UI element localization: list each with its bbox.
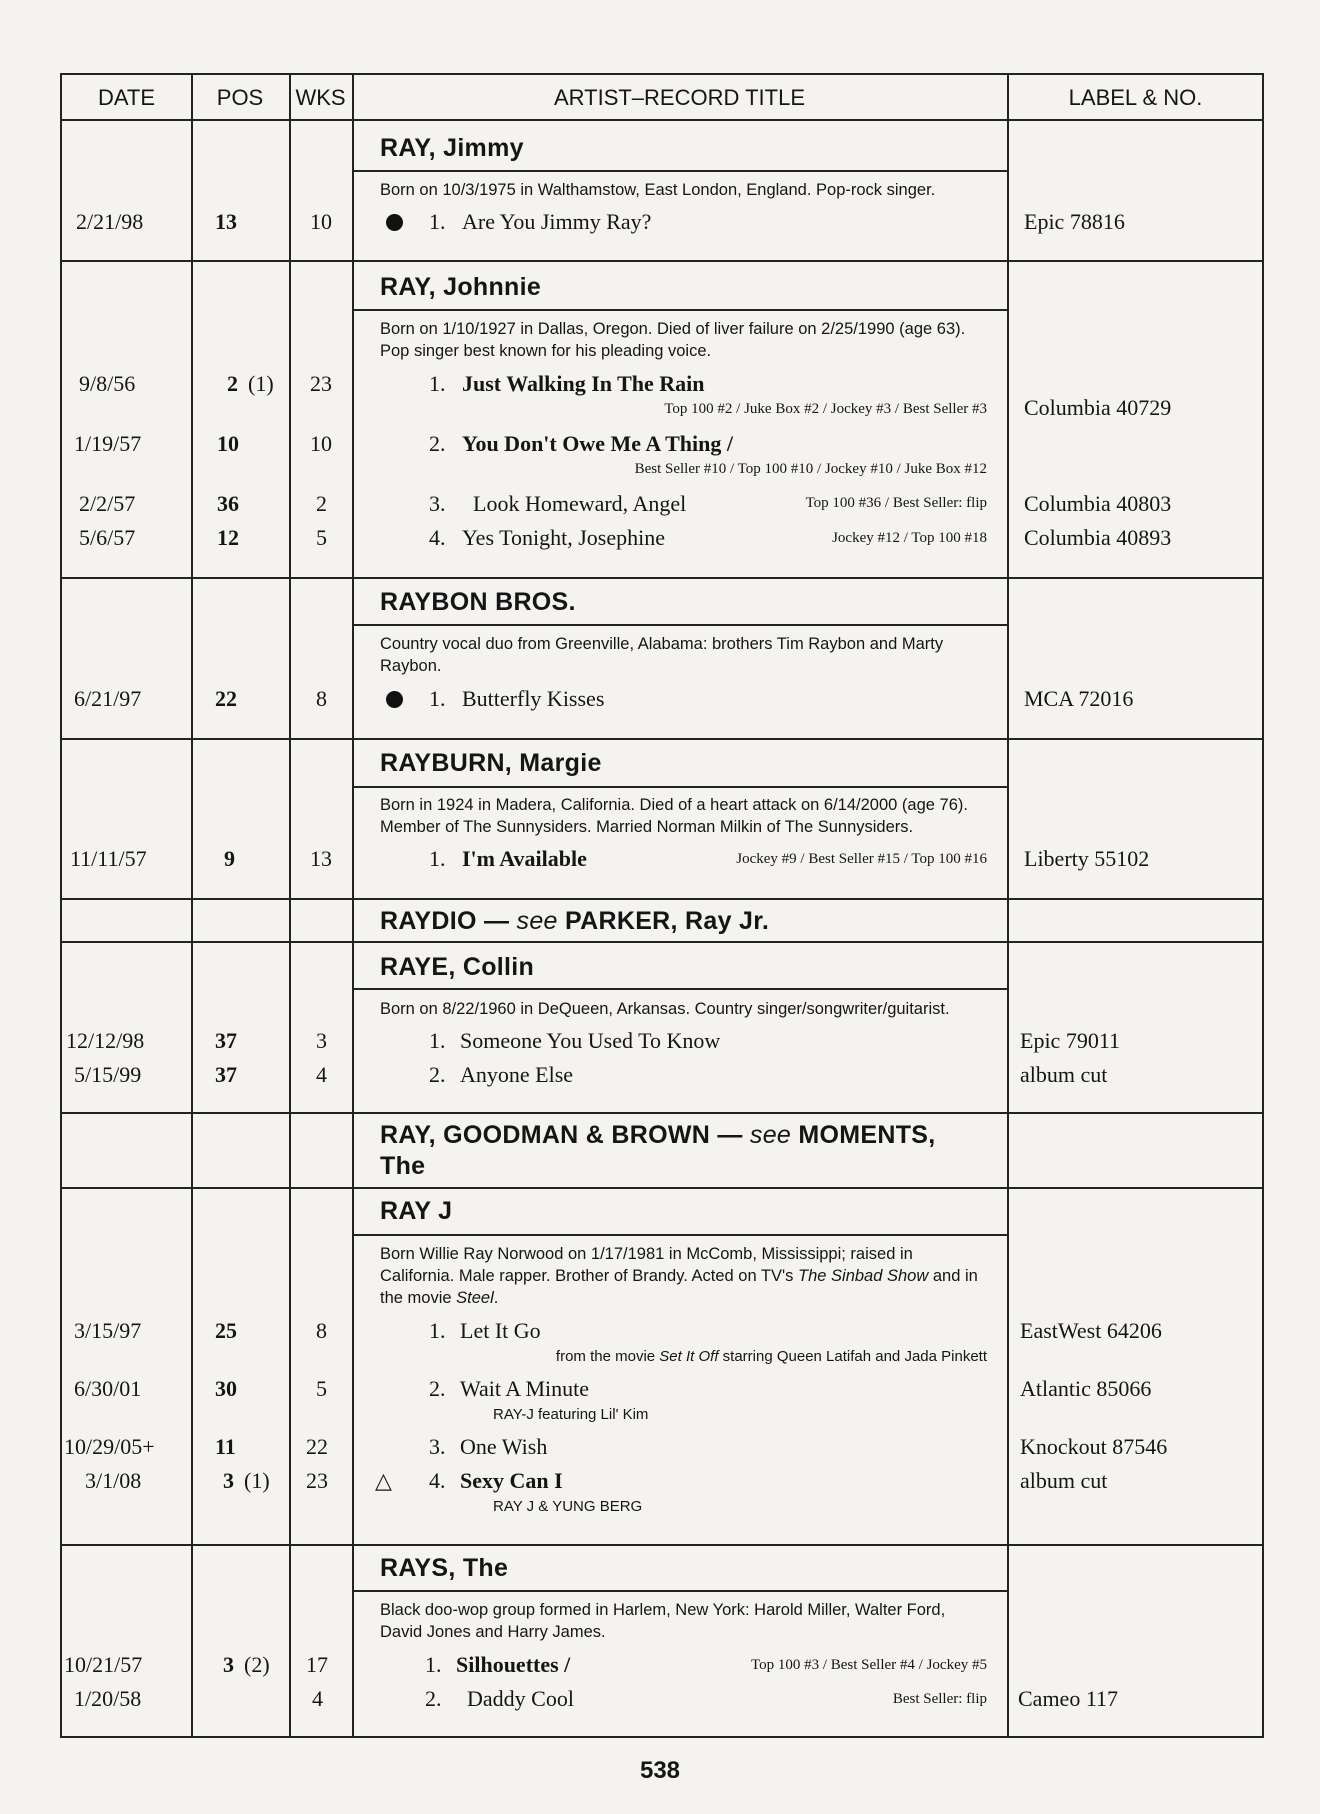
record-number: 1. (425, 1652, 442, 1677)
record-title: Sexy Can I (460, 1468, 563, 1493)
peak-position: 22 (215, 686, 237, 711)
chart-date: 10/21/57 (64, 1652, 143, 1677)
peak-position: 37 (215, 1062, 237, 1087)
header-wks: WKS (295, 85, 346, 110)
artist-name: RAYS, The (380, 1554, 509, 1582)
chart-date: 11/11/57 (70, 846, 147, 871)
artist-name: RAYBON BROS. (380, 588, 576, 616)
weeks-at-peak: (1) (248, 371, 274, 396)
record-title: Someone You Used To Know (460, 1028, 721, 1053)
see-target-continued: The (380, 1152, 426, 1180)
artist-name: RAY, GOODMAN & BROWN (380, 1121, 711, 1149)
header-label-no: LABEL & NO. (1068, 85, 1203, 110)
chart-date: 5/6/57 (79, 525, 136, 550)
record-title: Anyone Else (460, 1062, 574, 1087)
record-number: 1. (429, 1318, 446, 1343)
record-number: 4. (429, 525, 446, 550)
chart-note: Jockey #12 / Top 100 #18 (832, 530, 987, 546)
record-number: 3. (429, 491, 446, 516)
chart-date: 6/21/97 (74, 686, 142, 711)
weeks-charted: 13 (310, 846, 332, 871)
chart-date: 2/21/98 (76, 209, 144, 234)
header-artist-record-title: ARTIST–RECORD TITLE (553, 85, 805, 110)
record-number: 1. (429, 846, 446, 871)
chart-date: 9/8/56 (79, 371, 136, 396)
record-title: Just Walking In The Rain (462, 371, 705, 396)
artist-bio: Born on 1/10/1927 in Dallas, Oregon. Died of liver failure on 2/25/1990 (age 63). Pop singer best known for his pleading voice. (380, 320, 966, 360)
weeks-charted: 10 (310, 431, 332, 456)
label-number: Columbia 40729 (1024, 395, 1172, 420)
gold-record-dot-icon (386, 691, 403, 708)
record-title: Yes Tonight, Josephine (462, 525, 666, 550)
artist-bio: Born in 1924 in Madera, California. Died of a heart attack on 6/14/2000 (age 76). Member of The Sunnysiders. Married Norman Milkin of The Sunnysiders. (380, 796, 968, 836)
label-number: Atlantic 85066 (1020, 1376, 1152, 1401)
weeks-charted: 8 (316, 686, 327, 711)
record-title: Are You Jimmy Ray? (462, 209, 652, 234)
artist-name: RAY J (380, 1197, 453, 1225)
peak-position: 2 (227, 371, 238, 396)
record-title: I'm Available (462, 846, 587, 871)
gold-record-dot-icon (386, 214, 403, 231)
weeks-at-peak: (2) (244, 1652, 270, 1677)
record-number: 1. (429, 209, 446, 234)
see-word: see (749, 1121, 792, 1149)
peak-position: 13 (215, 209, 237, 234)
label-number: MCA 72016 (1024, 686, 1134, 711)
peak-position: 30 (215, 1376, 237, 1401)
artist-bio: Black doo-wop group formed in Harlem, New York: Harold Miller, Walter Ford, David Jones and Harry James. (380, 1601, 946, 1641)
label-number: Columbia 40803 (1024, 491, 1172, 516)
record-number: 2. (429, 431, 446, 456)
weeks-charted: 5 (316, 1376, 327, 1401)
weeks-charted: 8 (316, 1318, 327, 1343)
record-number: 1. (429, 1028, 446, 1053)
record-number: 4. (429, 1468, 446, 1493)
record-title: One Wish (460, 1434, 548, 1459)
weeks-charted: 2 (316, 491, 327, 516)
see-word: see (516, 907, 558, 935)
chart-date: 1/20/58 (74, 1686, 142, 1711)
record-number: 2. (425, 1686, 442, 1711)
record-title: You Don't Owe Me A Thing / (462, 431, 733, 456)
chart-date: 12/12/98 (66, 1028, 145, 1053)
artist-name: RAY, Johnnie (380, 273, 542, 301)
chart-date: 10/29/05+ (64, 1434, 155, 1459)
chart-note: RAY J & YUNG BERG (493, 1498, 643, 1515)
chart-note: Best Seller #10 / Top 100 #10 / Jockey #10 / Juke Box #12 (634, 461, 987, 477)
peak-position: 3 (223, 1652, 234, 1677)
weeks-charted: 3 (316, 1028, 327, 1053)
label-number: album cut (1020, 1468, 1108, 1493)
label-number: EastWest 64206 (1020, 1318, 1162, 1343)
weeks-at-peak: (1) (244, 1468, 270, 1493)
artist-name: RAY, Jimmy (380, 134, 524, 162)
record-number: 3. (429, 1434, 446, 1459)
peak-position: 37 (215, 1028, 237, 1053)
chart-note: RAY-J featuring Lil' Kim (493, 1406, 649, 1423)
label-number: Columbia 40893 (1024, 525, 1172, 550)
chart-date: 2/2/57 (79, 491, 136, 516)
weeks-charted: 4 (316, 1062, 327, 1087)
label-number: Epic 78816 (1024, 209, 1125, 234)
weeks-charted: 17 (306, 1652, 328, 1677)
record-title: Butterfly Kisses (462, 686, 605, 711)
peak-position: 36 (217, 491, 239, 516)
weeks-charted: 5 (316, 525, 327, 550)
record-number: 1. (429, 686, 446, 711)
chart-note: Best Seller: flip (892, 1691, 987, 1707)
chart-date: 6/30/01 (74, 1376, 142, 1401)
artist-name: RAYE, Collin (380, 953, 535, 981)
chart-date: 3/1/08 (85, 1468, 142, 1493)
chart-note: Top 100 #3 / Best Seller #4 / Jockey #5 (750, 1657, 987, 1673)
header-date: DATE (97, 85, 156, 110)
artist-bio: Born Willie Ray Norwood on 1/17/1981 in McComb, Mississippi; raised in California. Male rapper. Brother of Brandy. Acted on TV's The Sinbad Show and in the movie Steel. (380, 1245, 978, 1307)
artist-bio: Country vocal duo from Greenville, Alabama: brothers Tim Raybon and Marty Raybon. (380, 635, 944, 675)
artist-bio: Born on 10/3/1975 in Walthamstow, East London, England. Pop-rock singer. (380, 181, 936, 199)
weeks-charted: 23 (310, 371, 332, 396)
cross-reference: RAY, GOODMAN & BROWN — see MOMENTS, (380, 1121, 936, 1149)
weeks-charted: 22 (306, 1434, 328, 1459)
peak-position: 12 (217, 525, 239, 550)
triangle-symbol-icon: △ (375, 1468, 392, 1493)
artist-name: RAYDIO (380, 907, 477, 935)
see-target: MOMENTS, (798, 1121, 936, 1149)
artist-bio: Born on 8/22/1960 in DeQueen, Arkansas. Country singer/songwriter/guitarist. (380, 1000, 950, 1018)
peak-position: 25 (215, 1318, 237, 1343)
chart-note: from the movie Set It Off starring Queen Latifah and Jada Pinkett (555, 1348, 987, 1365)
chart-note: Jockey #9 / Best Seller #15 / Top 100 #16 (736, 851, 987, 867)
peak-position: 11 (215, 1434, 236, 1459)
record-number: 1. (429, 371, 446, 396)
record-number: 2. (429, 1376, 446, 1401)
label-number: Knockout 87546 (1020, 1434, 1168, 1459)
chart-note: Top 100 #2 / Juke Box #2 / Jockey #3 / Best Seller #3 (664, 401, 987, 417)
cross-reference: RAYDIO — see PARKER, Ray Jr. (380, 907, 770, 935)
record-title: Let It Go (460, 1318, 541, 1343)
header-pos: POS (216, 85, 264, 110)
label-number: Cameo 117 (1018, 1686, 1118, 1711)
record-number: 2. (429, 1062, 446, 1087)
page-number: 538 (639, 1757, 681, 1784)
chart-note: Top 100 #36 / Best Seller: flip (805, 495, 987, 511)
label-number: Liberty 55102 (1024, 846, 1150, 871)
chart-date: 3/15/97 (74, 1318, 142, 1343)
peak-position: 3 (223, 1468, 234, 1493)
chart-date: 5/15/99 (74, 1062, 142, 1087)
peak-position: 10 (217, 431, 239, 456)
record-title: Silhouettes / (456, 1652, 571, 1677)
weeks-charted: 10 (310, 209, 332, 234)
peak-position: 9 (224, 846, 235, 871)
record-title: Daddy Cool (467, 1686, 574, 1711)
chart-date: 1/19/57 (74, 431, 142, 456)
weeks-charted: 4 (312, 1686, 323, 1711)
record-title: Wait A Minute (460, 1376, 590, 1401)
chart-table (60, 73, 1264, 1738)
artist-name: RAYBURN, Margie (380, 749, 602, 777)
weeks-charted: 23 (306, 1468, 328, 1493)
record-title: Look Homeward, Angel (473, 491, 687, 516)
label-number: album cut (1020, 1062, 1108, 1087)
see-target: PARKER, Ray Jr. (565, 907, 770, 935)
label-number: Epic 79011 (1020, 1028, 1120, 1053)
